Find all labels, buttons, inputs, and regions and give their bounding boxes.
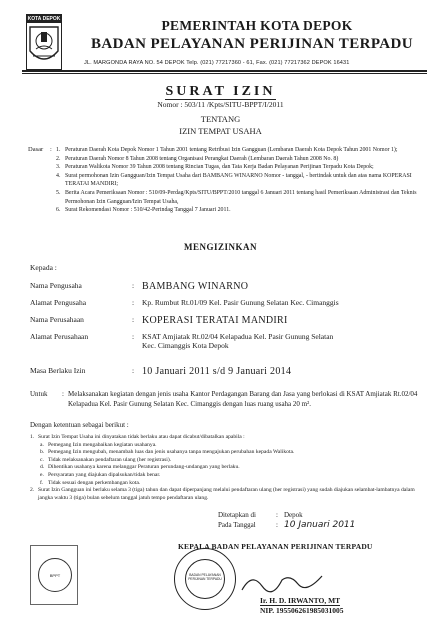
untuk-colon: :: [62, 390, 64, 398]
agency-name: BADAN PELAYANAN PERIJINAN TERPADU: [91, 36, 413, 52]
field-alamat-pengusaha: Alamat Pengusaha : Kp. Rumbut Rt.01/09 Kel. Pasir Gunung Selatan Kec. Cimanggis: [30, 298, 339, 307]
official-stamp: [174, 548, 236, 610]
mengizinkan-heading: MENGIZINKAN: [183, 242, 257, 252]
document-title: SURAT IZIN: [165, 84, 276, 99]
agency-address: JL. MARGONDA RAYA NO. 54 DEPOK Telp. (021) 77217360 - 61, Fax. (021) 77217362 DEPOK 16431: [84, 60, 350, 66]
list-item: c. Tidak melaksanakan pendaftaran ulang (her registrasi).: [40, 456, 172, 463]
signature-scribble-icon: [238, 568, 328, 596]
list-item: e. Persyaratan yang diajukan dipalsukan/tidak benar.: [40, 471, 161, 478]
list-item: 5. Berita Acara Pemeriksaan Nomor : 510/09-Perdag/Kpts/SITU/BPPT/2010 tanggal 6 Januari 2011 tentang hasil Pemeriksaan Administrasi dan Teknis Permohonan Izin Gangguan/Izin Tempat Usaha,: [56, 189, 417, 205]
list-item: 2. Peraturan Daerah Nomor 8 Tahun 2008 tentang Organisasi Perangkat Daerah (Lembaran Daerah Tahun 2008 No. 8): [56, 155, 339, 162]
header-divider-thin: [22, 73, 427, 74]
tentang-label: TENTANG: [200, 114, 241, 124]
list-item: 3. Peraturan Walikota Nomor 39 Tahun 2008 tentang Rincian Tugas, dan Tata Kerja Badan Pelayanan Perijinan Terpadu Kota Depok;: [56, 164, 374, 171]
ketentuan-list: [30, 434, 422, 502]
dasar-colon: :: [50, 146, 52, 153]
handwritten-date: 10 Januari 2011: [284, 520, 356, 530]
stamp-text: BADAN PELAYANAN PERIJINAN TERPADU: [185, 559, 225, 599]
list-item: d. Dihentikan usahanya karena melanggar Peraturan perundang-undangan yang berlaku.: [40, 464, 240, 471]
alamat-perusahaan-line1: KSAT Amjiatak Rt.02/04 Kelapadua Kel. Pasir Gunung Selatan: [142, 332, 334, 341]
emblem-icon: [27, 23, 61, 69]
list-item: 1. Surat Izin Tempat Usaha ini dinyatakan tidak berlaku atau dapat dicabut/dibatalkan apabila :: [30, 434, 245, 440]
signer-name: Ir. H. D. IRWANTO, MT: [260, 596, 341, 605]
field-alamat-perusahaan: Alamat Perusahaan : KSAT Amjiatak Rt.02/04 Kelapadua Kel. Pasir Gunung Selatan Kec. Cimanggis Kota Depok: [30, 332, 441, 350]
signer-title: KEPALA BADAN PELAYANAN PERIJINAN TERPADU: [178, 542, 373, 551]
signature-block: Ditetapkan di : Depok Pada Tanggal : 10 Januari 2011: [218, 511, 356, 530]
list-item: 2. Surat Izin Gangguan ini berlaku selama 3 (tiga) tahun dan dapat diperpanjang melalui pendaftaran ulang (her registrasi) yang sudah diajukan selambat-lambatnya dalam jangka waktu 3 (tiga) bulan sebelum tanggal jatuh tempo pendaftaran ulang.: [30, 487, 415, 501]
logo-band: KOTA DEPOK: [27, 16, 61, 22]
ketentuan-heading: Dengan ketentuan sebagai berikut :: [30, 421, 129, 429]
kepada-label: Kepada :: [30, 263, 57, 272]
untuk-text: Melaksanakan kegiatan dengan jenis usaha Kantor Perdagangan Barang dan Jasa yang berlokasi di KSAT Amjiatak Rt.02/04 Kelapadua Kel. Pasir Gunung Selatan Kec. Cimanggis dengan luas ruang usaha 20 m².: [68, 390, 418, 408]
signer-nip: NIP. 195506261985031005: [260, 606, 344, 615]
photo-seal: BPPT: [38, 558, 72, 592]
list-item: 6. Surat Rekomendasi Nomor : 510/42-Perindag Tanggal 7 Januari 2011.: [56, 207, 231, 214]
document-subject: IZIN TEMPAT USAHA: [179, 126, 262, 136]
field-nama-perusahaan: Nama Perusahaan : KOPERASI TERATAI MANDIRI: [30, 315, 288, 326]
field-masa-berlaku: Masa Berlaku Izin : 10 Januari 2011 s/d 9 Januari 2014: [30, 366, 292, 377]
untuk-label: Untuk: [30, 390, 48, 398]
kota-depok-logo: [26, 14, 62, 70]
list-item: b. Pemegang Izin mengubah, menambah luas dan jenis usahanya tanpa mengajukan perubahan kepada Walikota.: [40, 449, 295, 456]
list-item: 1. Peraturan Daerah Kota Depok Nomor 1 Tahun 2001 tentang Retribusi Izin Gangguan (Lembaran Daerah Kota Depok Tahun 2001 Nomor 1);: [56, 147, 398, 153]
list-item: 4. Surat permohonan Izin Gangguan/Izin Tempat Usaha dari BAMBANG WINARNO Nomor - tanggal, - bertindak untuk dan atas nama KOPERASI TERATAI MANDIRI;: [56, 172, 412, 188]
alamat-perusahaan-line2: Kec. Cimanggis Kota Depok: [142, 341, 229, 350]
applicant-photo-placeholder: [30, 545, 78, 605]
dasar-list: [56, 146, 418, 215]
header-divider-thick: [22, 70, 427, 72]
government-name: PEMERINTAH KOTA DEPOK: [161, 18, 353, 33]
dasar-label: Dasar: [28, 146, 44, 153]
field-nama-pengusaha: Nama Pengusaha : BAMBANG WINARNO: [30, 281, 249, 292]
list-item: f. Tidak sesuai dengan perkembangan kota.: [40, 479, 141, 486]
list-item: a. Pemegang Izin mengabaikan kegiatan usahanya.: [40, 441, 157, 448]
document-number: Nomor : 503/11 /Kpts/SITU-BPPT/I/2011: [157, 100, 284, 109]
